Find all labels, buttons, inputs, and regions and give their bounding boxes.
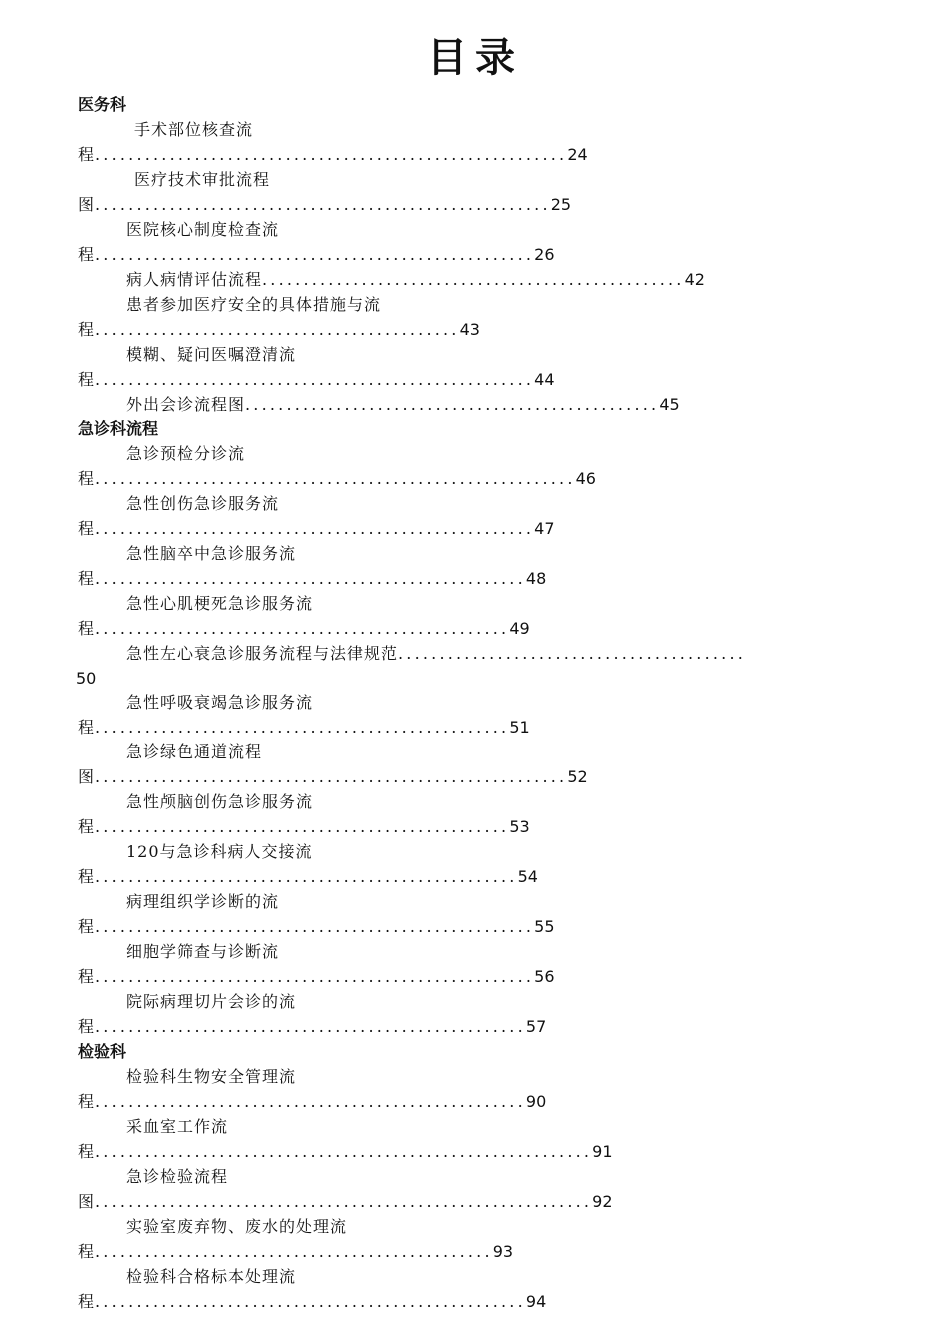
page-number: 25 xyxy=(550,195,572,214)
toc-entry-leader[interactable] xyxy=(78,717,530,739)
dot-leader: ..................................................... xyxy=(95,370,535,389)
page-number: 46 xyxy=(575,469,596,488)
toc-entry-title[interactable]: 手术部位核查流 xyxy=(134,120,254,139)
toc-entry-title[interactable]: 急性颅脑创伤急诊服务流 xyxy=(126,792,314,811)
toc-entry-title[interactable]: 120与急诊科病人交接流 xyxy=(126,842,313,861)
leader-char: 程 xyxy=(78,619,96,638)
leader-char: 程 xyxy=(78,1092,96,1111)
page-number: 93 xyxy=(492,1242,514,1261)
toc-entry-title[interactable]: 模糊、疑问医嘱澄清流 xyxy=(126,345,297,364)
leader-char: 程 xyxy=(78,867,96,886)
toc-entry-title[interactable]: 医疗技术审批流程 xyxy=(134,170,271,189)
leader-char: 程 xyxy=(78,370,96,389)
page-number: 90 xyxy=(525,1092,547,1111)
toc-entry-leader[interactable] xyxy=(78,369,555,391)
toc-entry-leader[interactable] xyxy=(78,468,596,490)
toc-entry-leader[interactable] xyxy=(78,1241,513,1263)
leader-char: 程 xyxy=(78,519,96,538)
toc-entry-leader[interactable] xyxy=(78,518,555,540)
toc-entry-title[interactable]: 急性脑卒中急诊服务流 xyxy=(126,544,297,563)
toc-entry-leader[interactable] xyxy=(78,766,588,788)
dot-leader: .................................................. xyxy=(95,817,510,836)
toc-entry-leader[interactable] xyxy=(78,244,555,266)
page-number: 92 xyxy=(592,1192,613,1211)
toc-entry-title: 病人病情评估流程 xyxy=(126,270,263,289)
dot-leader: .................................................. xyxy=(95,619,510,638)
leader-char: 程 xyxy=(78,1142,96,1161)
page-number: 52 xyxy=(567,767,588,786)
dot-leader: ....................................................... xyxy=(95,195,551,214)
page-number: 54 xyxy=(517,867,538,886)
leader-char: 图 xyxy=(78,195,96,214)
leader-char: 程 xyxy=(78,245,96,264)
page-number: 56 xyxy=(534,967,555,986)
toc-entry-title[interactable]: 急性创伤急诊服务流 xyxy=(126,494,280,513)
dot-leader: .................................................... xyxy=(95,1292,526,1311)
toc-entry-page[interactable] xyxy=(76,668,96,690)
page-number: 57 xyxy=(525,1017,547,1036)
leader-char: 图 xyxy=(78,1192,96,1211)
page-number: 53 xyxy=(509,817,530,836)
toc-entry-title: 急性左心衰急诊服务流程与法律规范 xyxy=(126,644,399,663)
toc-entry-leader[interactable] xyxy=(78,916,555,938)
page-number: 42 xyxy=(684,270,705,289)
dot-leader: .................................................... xyxy=(95,1092,526,1111)
toc-entry-title[interactable]: 院际病理切片会诊的流 xyxy=(126,992,297,1011)
toc-entry-leader[interactable] xyxy=(78,866,538,888)
toc-entry-title[interactable]: 患者参加医疗安全的具体措施与流 xyxy=(126,295,382,314)
leader-char: 程 xyxy=(78,320,96,339)
toc-entry-leader[interactable] xyxy=(78,1016,546,1038)
dot-leader: .......................................... xyxy=(398,644,747,663)
page-number: 45 xyxy=(659,395,680,414)
toc-entry-leader[interactable] xyxy=(78,1191,613,1213)
dot-leader: ..................................................... xyxy=(95,917,535,936)
toc-entry-leader[interactable] xyxy=(78,966,555,988)
dot-leader: ......................................................... xyxy=(95,767,568,786)
dot-leader: ................................................... xyxy=(95,867,518,886)
section-heading: 医务科 xyxy=(78,95,127,114)
toc-entry-title[interactable]: 急诊检验流程 xyxy=(126,1167,229,1186)
toc-entry-leader[interactable] xyxy=(78,618,530,640)
section-heading: 急诊科流程 xyxy=(78,419,159,438)
page-number: 43 xyxy=(459,320,480,339)
toc-entry-leader[interactable] xyxy=(78,1091,546,1113)
dot-leader: ............................................................ xyxy=(95,1192,593,1211)
leader-char: 程 xyxy=(78,569,96,588)
page-number: 51 xyxy=(509,718,530,737)
toc-entry-title[interactable]: 急性心肌梗死急诊服务流 xyxy=(126,594,314,613)
page-number: 26 xyxy=(534,245,555,264)
toc-entry-leader[interactable] xyxy=(78,194,571,216)
toc-entry-leader[interactable] xyxy=(78,319,480,341)
leader-char: 程 xyxy=(78,817,96,836)
page-number: 49 xyxy=(509,619,530,638)
page-number: 44 xyxy=(534,370,555,389)
dot-leader: ............................................................ xyxy=(95,1142,593,1161)
section-heading: 检验科 xyxy=(78,1042,127,1061)
page-number: 48 xyxy=(525,569,547,588)
leader-char: 图 xyxy=(78,767,96,786)
dot-leader: ..................................................... xyxy=(95,245,535,264)
dot-leader: ................................................... xyxy=(262,270,685,289)
page-number: 94 xyxy=(525,1292,547,1311)
toc-entry[interactable] xyxy=(126,643,746,665)
toc-entry-leader[interactable] xyxy=(78,1291,546,1313)
toc-entry-title[interactable]: 实验室废弃物、废水的处理流 xyxy=(126,1217,348,1236)
dot-leader: .................................................. xyxy=(95,718,510,737)
dot-leader: .................................................... xyxy=(95,569,526,588)
toc-entry-title[interactable]: 检验科生物安全管理流 xyxy=(126,1067,297,1086)
leader-char: 程 xyxy=(78,145,96,164)
page-number: 50 xyxy=(76,669,97,688)
dot-leader: ......................................................... xyxy=(95,145,568,164)
toc-entry[interactable] xyxy=(126,269,705,291)
toc-entry-title: 外出会诊流程图 xyxy=(126,395,246,414)
toc-entry-title[interactable]: 医院核心制度检查流 xyxy=(126,220,280,239)
toc-entry-title[interactable]: 细胞学筛查与诊断流 xyxy=(126,942,280,961)
leader-char: 程 xyxy=(78,967,96,986)
toc-entry-leader[interactable] xyxy=(78,568,546,590)
toc-entry-leader[interactable] xyxy=(78,144,588,166)
page-number: 47 xyxy=(534,519,555,538)
leader-char: 程 xyxy=(78,917,96,936)
toc-entry-title[interactable]: 病理组织学诊断的流 xyxy=(126,892,280,911)
toc-entry-title[interactable]: 采血室工作流 xyxy=(126,1117,229,1136)
toc-entry-title[interactable]: 急性呼吸衰竭急诊服务流 xyxy=(126,693,314,712)
leader-char: 程 xyxy=(78,1292,96,1311)
dot-leader: ..................................................... xyxy=(95,967,535,986)
page-title: 目录 xyxy=(427,35,523,81)
dot-leader: ............................................ xyxy=(95,320,460,339)
page-number: 91 xyxy=(592,1142,613,1161)
dot-leader: ................................................ xyxy=(95,1242,493,1261)
toc-entry[interactable] xyxy=(126,394,680,416)
toc-entry-title[interactable]: 急诊预检分诊流 xyxy=(126,444,246,463)
leader-char: 程 xyxy=(78,1242,96,1261)
dot-leader: .......................................................... xyxy=(95,469,576,488)
toc-entry-leader[interactable] xyxy=(78,816,530,838)
dot-leader: .................................................. xyxy=(245,395,660,414)
leader-char: 程 xyxy=(78,1017,96,1036)
dot-leader: ..................................................... xyxy=(95,519,535,538)
toc-entry-title[interactable]: 急诊绿色通道流程 xyxy=(126,742,263,761)
toc-entry-title[interactable]: 检验科合格标本处理流 xyxy=(126,1267,297,1286)
toc-entry-leader[interactable] xyxy=(78,1141,613,1163)
page-number: 55 xyxy=(534,917,555,936)
page-number: 24 xyxy=(567,145,588,164)
leader-char: 程 xyxy=(78,718,96,737)
dot-leader: .................................................... xyxy=(95,1017,526,1036)
leader-char: 程 xyxy=(78,469,96,488)
